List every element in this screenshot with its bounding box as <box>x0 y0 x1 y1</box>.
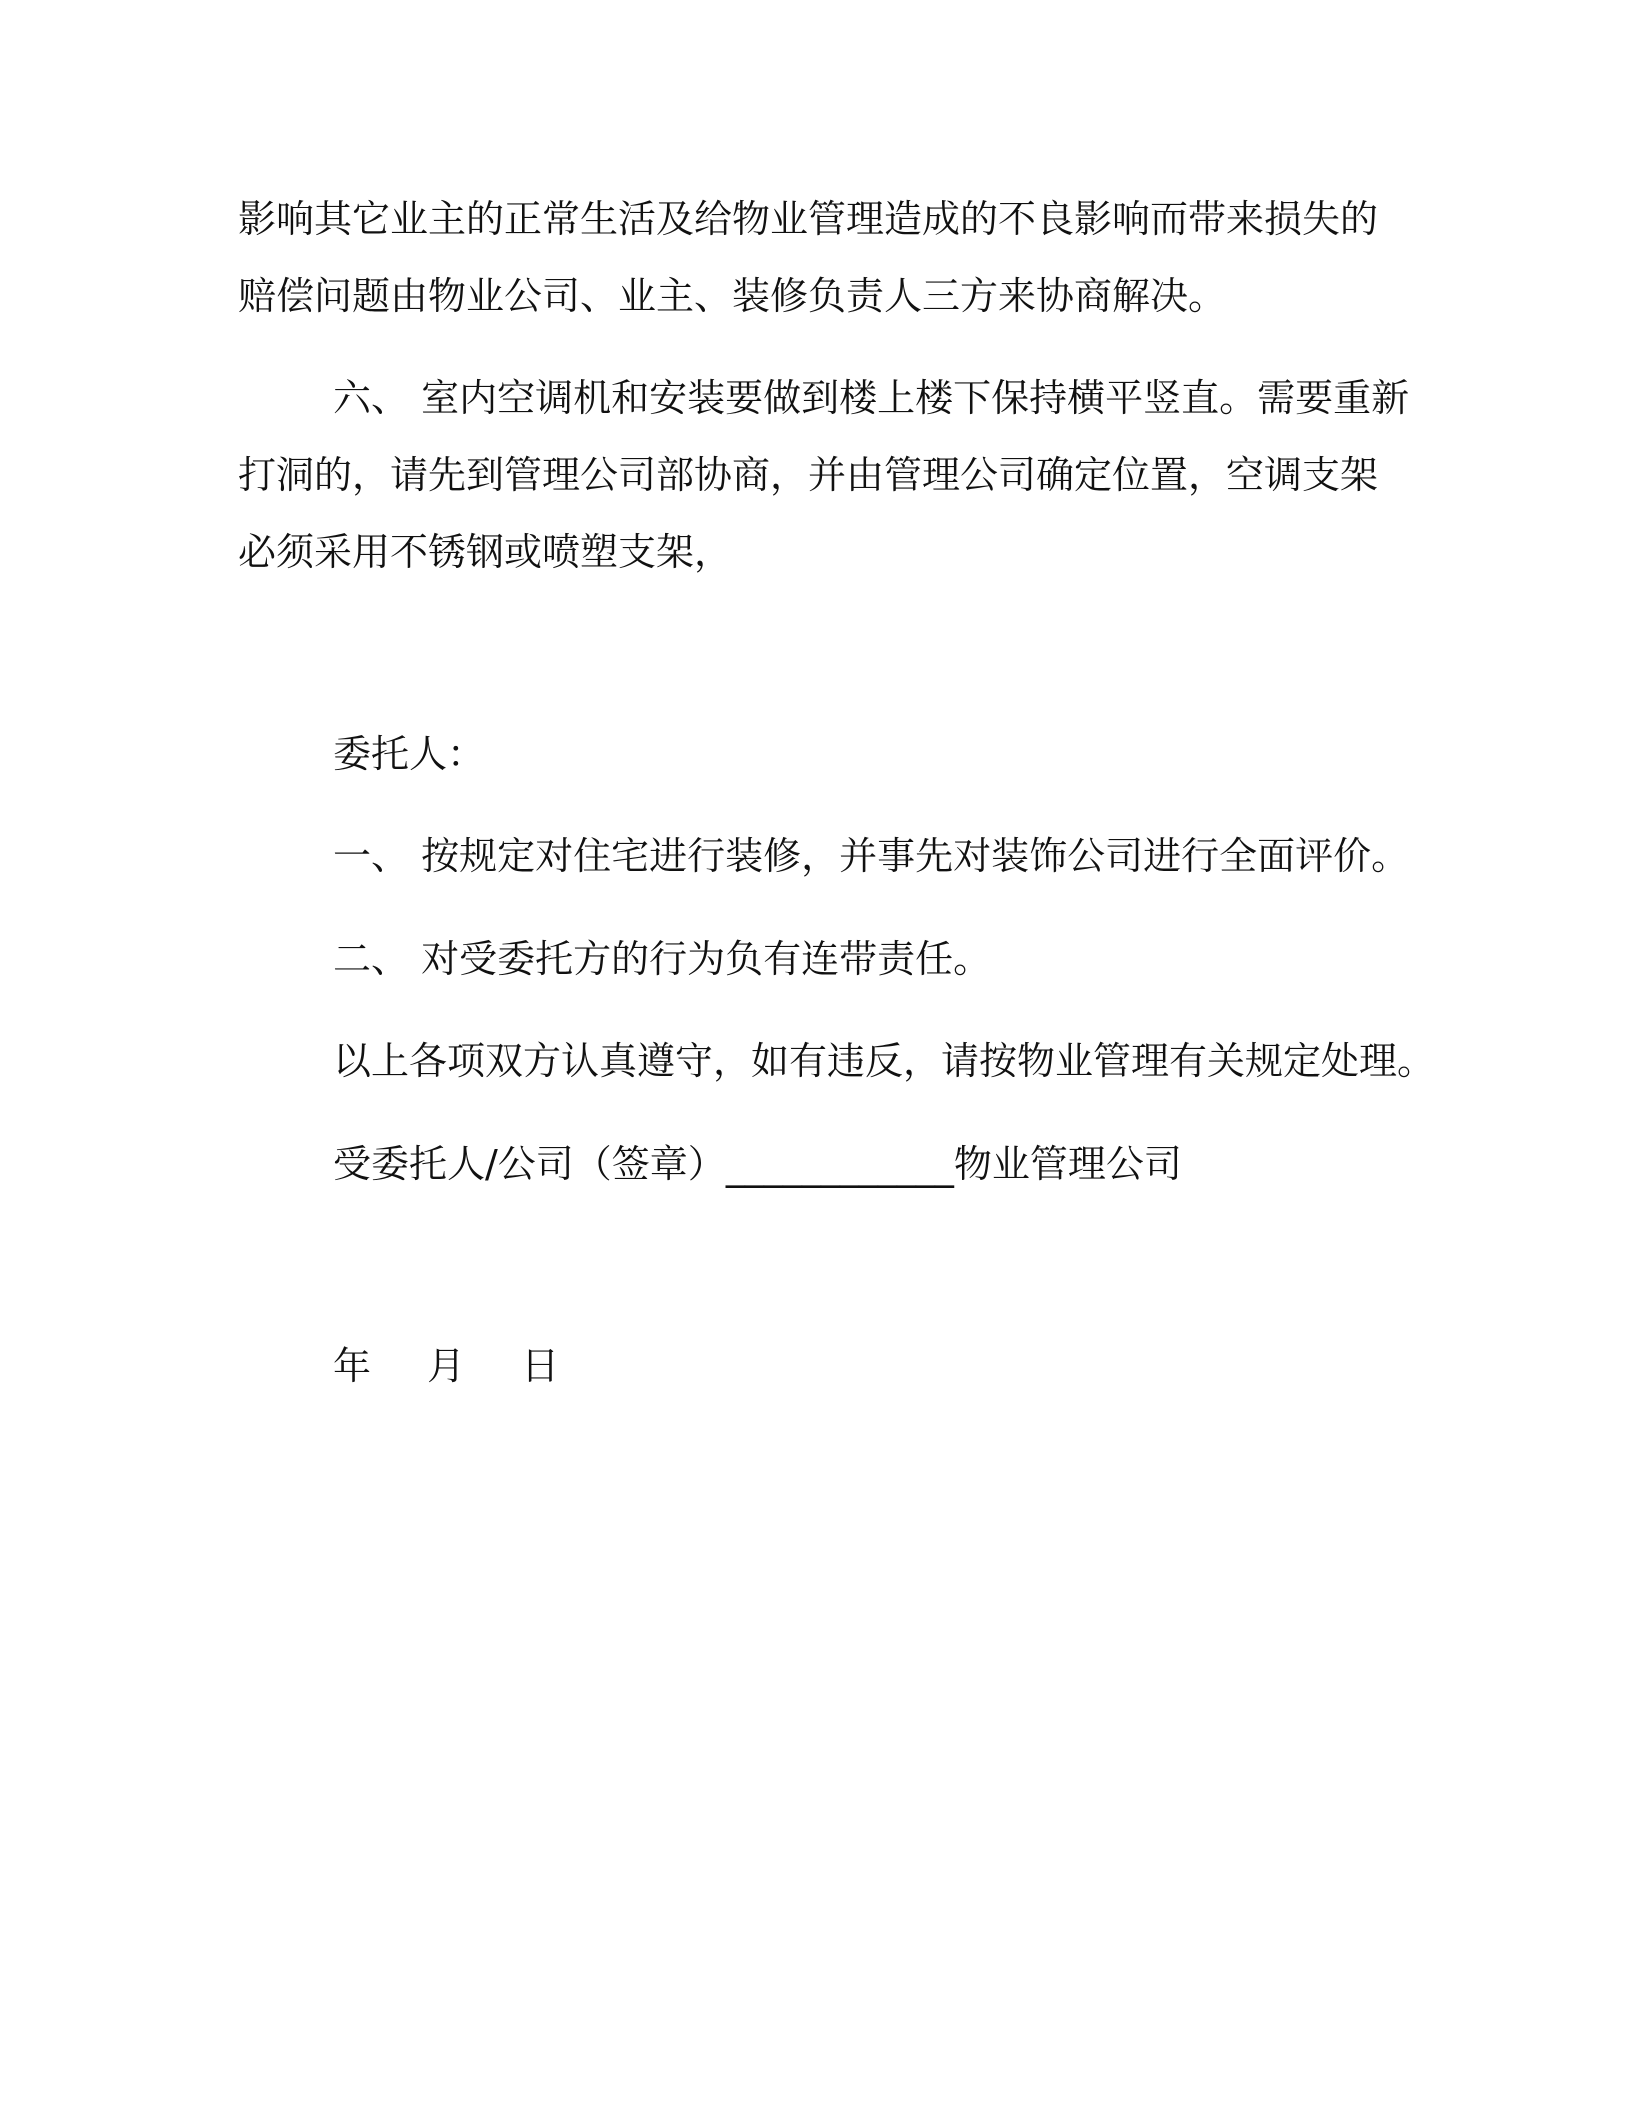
closing-statement: 以上各项双方认真遵守，如有违反，请按物业管理有关规定处理。 <box>333 1039 1436 1083</box>
principal-item-2: 二、 对受委托方的行为负有连带责任。 <box>333 937 992 981</box>
signature-company: 物业管理公司 <box>953 1142 1182 1186</box>
signature-blank: ____________ <box>725 1144 954 1188</box>
date-day: 日 <box>521 1344 560 1388</box>
date-line <box>333 1342 559 1390</box>
principal-heading: 委托人： <box>333 732 486 776</box>
signature-line <box>333 1140 1182 1188</box>
signature-label: 受委托人/公司（签章） <box>333 1142 726 1186</box>
paragraph-5-line-1: 影响其它业主的正常生活及给物业管理造成的不良影响而带来损失的 <box>238 197 1379 241</box>
principal-item-1: 一、 按规定对住宅进行装修，并事先对装饰公司进行全面评价。 <box>333 834 1410 878</box>
paragraph-6-line-1: 六、 室内空调机和安装要做到楼上楼下保持横平竖直。需要重新 <box>333 376 1410 420</box>
paragraph-5-line-2: 赔偿问题由物业公司、业主、装修负责人三方来协商解决。 <box>238 274 1227 318</box>
date-year: 年 <box>333 1344 372 1388</box>
paragraph-6-line-2: 打洞的，请先到管理公司部协商，并由管理公司确定位置，空调支架 <box>238 453 1379 497</box>
date-month: 月 <box>427 1344 466 1388</box>
paragraph-6-line-3: 必须采用不锈钢或喷塑支架， <box>238 530 733 574</box>
